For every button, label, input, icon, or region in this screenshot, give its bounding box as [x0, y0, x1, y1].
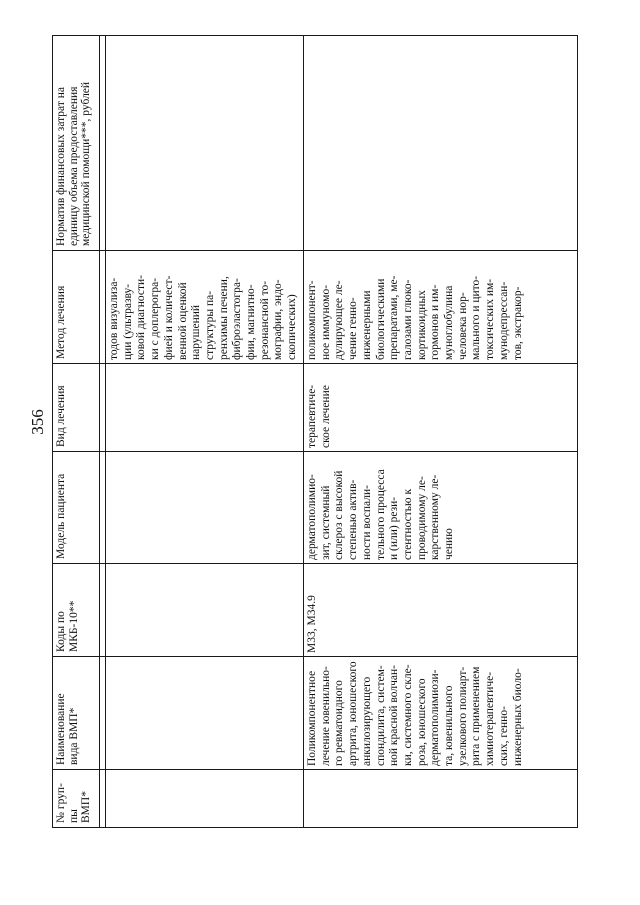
cont-cell-method: тодов визуализа- ции (ультразву- ковой диагности- ки с доплерогра- фией и количест- венной оценкой нарушений структуры па- ренхимы печени, фиброэластогра- фии, магнитно- резонансной то- мографии, эндо- скопических) [106, 251, 304, 364]
cont-cell-group [106, 770, 304, 828]
table-row [304, 36, 578, 828]
header-treatment-type: Вид лечения [53, 364, 100, 452]
cont-cell-model [106, 452, 304, 564]
rotated-table-container [52, 36, 578, 828]
header-vmp-name: Наименование вида ВМП* [53, 657, 100, 770]
header-row [53, 36, 100, 828]
continuation-row [106, 36, 304, 828]
cell-icd-codes: M33, M34.9 [304, 564, 578, 657]
cont-cell-type [106, 364, 304, 452]
cell-treatment-method: поликомпонент- ное иммуномо- дулирующее ле- чение генно- инженерными биологическими препаратами, ме- галозами глюко- кортикоидных гормонов и им- муноглобулина человека нор- мального и цито- токсических им- мунодепрессан- тов, экстракор- [304, 251, 578, 364]
page-number: 356 [28, 409, 47, 435]
vmp-table [52, 35, 578, 828]
header-treatment-method: Метод лечения [53, 251, 100, 364]
cell-patient-model: дерматополимио- зит, системный склероз с высокой степенью актив- ности воспали- тельного процесса и (или) рези- стентностью к проводимому ле- карственному ле- чению [304, 452, 578, 564]
cell-group [304, 770, 578, 828]
header-group-number: № груп- пы ВМП* [53, 770, 100, 828]
cell-vmp-name: Поликомпонентное лечение ювенильно- го ревматоидного артрита, юношеского анкилозирующего спондилита, систем- ной красной волчан- ки, системного скле- роза, юношеского дерматополимиози- та, ювенильного узелкового полиарт- рита с применением химиотерапевтиче- ских, генно- инженерных биоло- [304, 657, 578, 770]
cont-cell-codes [106, 564, 304, 657]
cont-cell-name [106, 657, 304, 770]
header-icd-codes: Коды по МКБ-10** [53, 564, 100, 657]
cell-treatment-type: терапевтиче- ское лечение [304, 364, 578, 452]
header-patient-model: Модель пациента [53, 452, 100, 564]
cont-cell-cost [106, 36, 304, 251]
header-cost-standard: Норматив финансовых затрат на единицу объема предоставления медицинской помощи***, рублей [53, 36, 100, 251]
cell-cost [304, 36, 578, 251]
